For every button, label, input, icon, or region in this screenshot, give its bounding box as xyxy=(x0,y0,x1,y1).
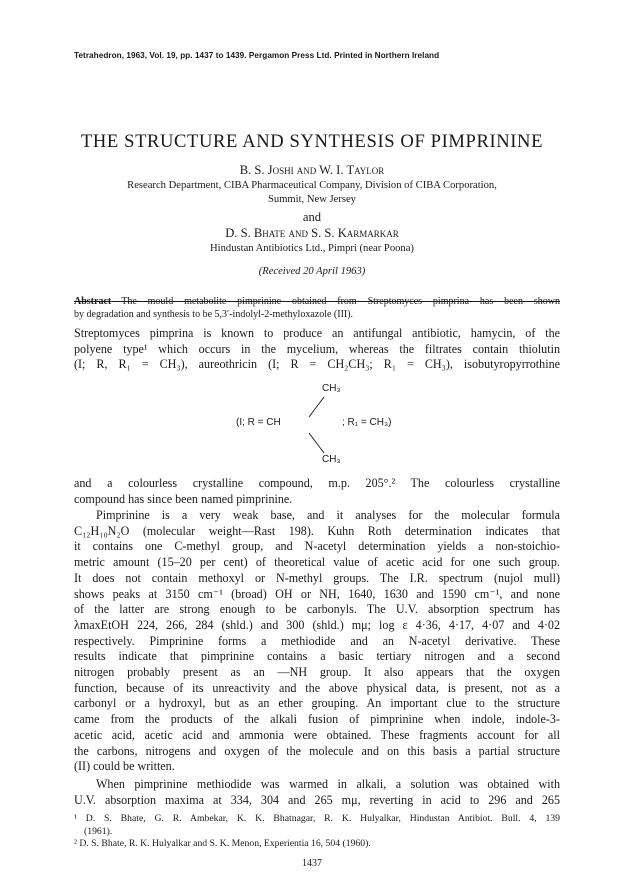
paragraph-3 xyxy=(74,508,560,775)
received-date: (Received 20 April 1963) xyxy=(258,266,366,277)
affiliation-1b: Summit, New Jersey xyxy=(268,194,356,205)
p3-line-9: respectively. Pimprinine forms a methiodide and an N-acetyl derivative. These xyxy=(74,633,560,648)
p1-line-1: Streptomyces pimprina is known to produce an antifungal antibiotic, hamycin, of the xyxy=(74,326,560,340)
authors-1: B. S. Joshi and W. I. Taylor xyxy=(239,163,385,177)
p3-line-13: carbonyl or a hydroxyl, but as an ether grouping. An important clue to the structure xyxy=(74,696,560,711)
p3-line-1: Pimprinine is a very weak base, and it analyses for the molecular formula xyxy=(96,508,560,522)
p1-line-2: polyene type¹ which occurs in the mycelium, whereas the filtrates contain thiolutin xyxy=(74,341,560,356)
p3-line-10: results indicate that pimprinine contains a basic tertiary nitrogen and a second xyxy=(74,649,560,664)
p3-line-16: the carbons, nitrogens and oxygen of the molecule and on this basis a partial structure xyxy=(74,743,560,758)
p3-line-14: came from the products of the alkali fusion of pimprinine when indole, indole-3- xyxy=(74,712,560,727)
p3-line-11: nitrogen probably present as an —NH group. It also appears that the oxygen xyxy=(74,665,560,680)
paragraph-2 xyxy=(74,476,560,507)
paper-title: THE STRUCTURE AND SYNTHESIS OF PIMPRININE xyxy=(80,131,544,152)
abstract-text-1: —The mould metabolite pimprinine obtained from Streptomyces pimprina has been shown xyxy=(111,296,560,307)
abstract xyxy=(74,295,560,321)
isobutyl-formula xyxy=(236,383,436,469)
p3-line-4: metric amount (15–20 per cent) of theoretical value of acetic acid for one such group. xyxy=(74,555,560,570)
paragraph-4 xyxy=(74,777,560,808)
p3-line-12: function, because of its unreactivity and the above physical data, is present, not as a xyxy=(74,680,560,695)
p4-line-1: When pimprinine methiodide was warmed in alkali, a solution was obtained with xyxy=(96,777,560,791)
p3-line-15: acetic acid, acetic acid and ammonia were obtained. These fragments account for all xyxy=(74,727,560,742)
p3-line-5: It does not contain methoxyl or N-methyl groups. The I.R. spectrum (nujol mull) xyxy=(74,570,560,585)
footnotes xyxy=(74,813,560,851)
paragraph-1 xyxy=(74,326,560,373)
p4-line-2: U.V. absorption maxima at 334, 304 and 265 mμ, reverting in acid to 296 and 265 xyxy=(74,792,560,807)
formula-left: (I; R = CH xyxy=(236,417,281,428)
formula-ch3-top: CH₃ xyxy=(322,383,341,394)
p3-line-8: λmaxEtOH 224, 266, 284 (shld.) and 300 (shld.) mμ; log ε 4·36, 4·17, 4·07 and 4·02 xyxy=(74,617,560,632)
page-number: 1437 xyxy=(302,858,322,869)
p1-line-3: (I; R, R₁ = CH₃), aureothricin (I; R = CH₂CH₃; R₁ = CH₃), isobutyropyrrothine xyxy=(74,357,560,372)
formula-ch3-bottom: CH₃ xyxy=(322,454,341,465)
p3-line-6: shows peaks at 3150 cm⁻¹ (broad) OH or NH, 1640, 1630 and 1590 cm⁻¹, and none xyxy=(74,586,560,601)
p2-line-1: and a colourless crystalline compound, m.p. 205°.² The colourless crystalline xyxy=(74,476,560,490)
authors-2: D. S. Bhate and S. S. Karmarkar xyxy=(225,226,399,240)
abstract-label: Abstract xyxy=(74,296,112,307)
p3-line-17: (II) could be written. xyxy=(74,759,175,774)
p3-line-3: it contains one C-methyl group, and N-acetyl determination yields a non-stoichio- xyxy=(74,539,560,554)
journal-header: Tetrahedron, 1963, Vol. 19, pp. 1437 to 1439. Pergamon Press Ltd. Printed in Northern Ireland xyxy=(74,51,440,60)
affiliation-2: Hindustan Antibiotics Ltd., Pimpri (near Poona) xyxy=(210,243,414,254)
footnote-2: ² D. S. Bhate, R. K. Hulyalkar and S. K. Menon, Experientia 16, 504 (1960). xyxy=(74,838,371,849)
p3-line-7: of the latter are strong enough to be carbonyls. The U.V. absorption spectrum has xyxy=(74,602,560,617)
affiliation-1a: Research Department, CIBA Pharmaceutical Company, Division of CIBA Corporation, xyxy=(127,180,497,191)
p2-line-2: compound has since been named pimprinine. xyxy=(74,491,293,506)
and-separator: and xyxy=(302,210,322,224)
abstract-line-2: by degradation and synthesis to be 5,3′-indolyl-2-methyloxazole (III). xyxy=(74,309,354,320)
p3-line-2: C₁₂H₁₀N₂O (molecular weight—Rast 198). Kuhn Roth determination indicates that xyxy=(74,523,560,538)
footnote-1-cont: (1961). xyxy=(84,825,113,837)
formula-right: ; R₁ = CH₃) xyxy=(342,417,392,428)
footnote-1: ¹ D. S. Bhate, G. R. Ambekar, K. K. Bhatnagar, R. K. Hulyalkar, Hindustan Antibiot. Bull. 4, 139 xyxy=(74,813,560,824)
abstract-line-1 xyxy=(74,295,560,308)
